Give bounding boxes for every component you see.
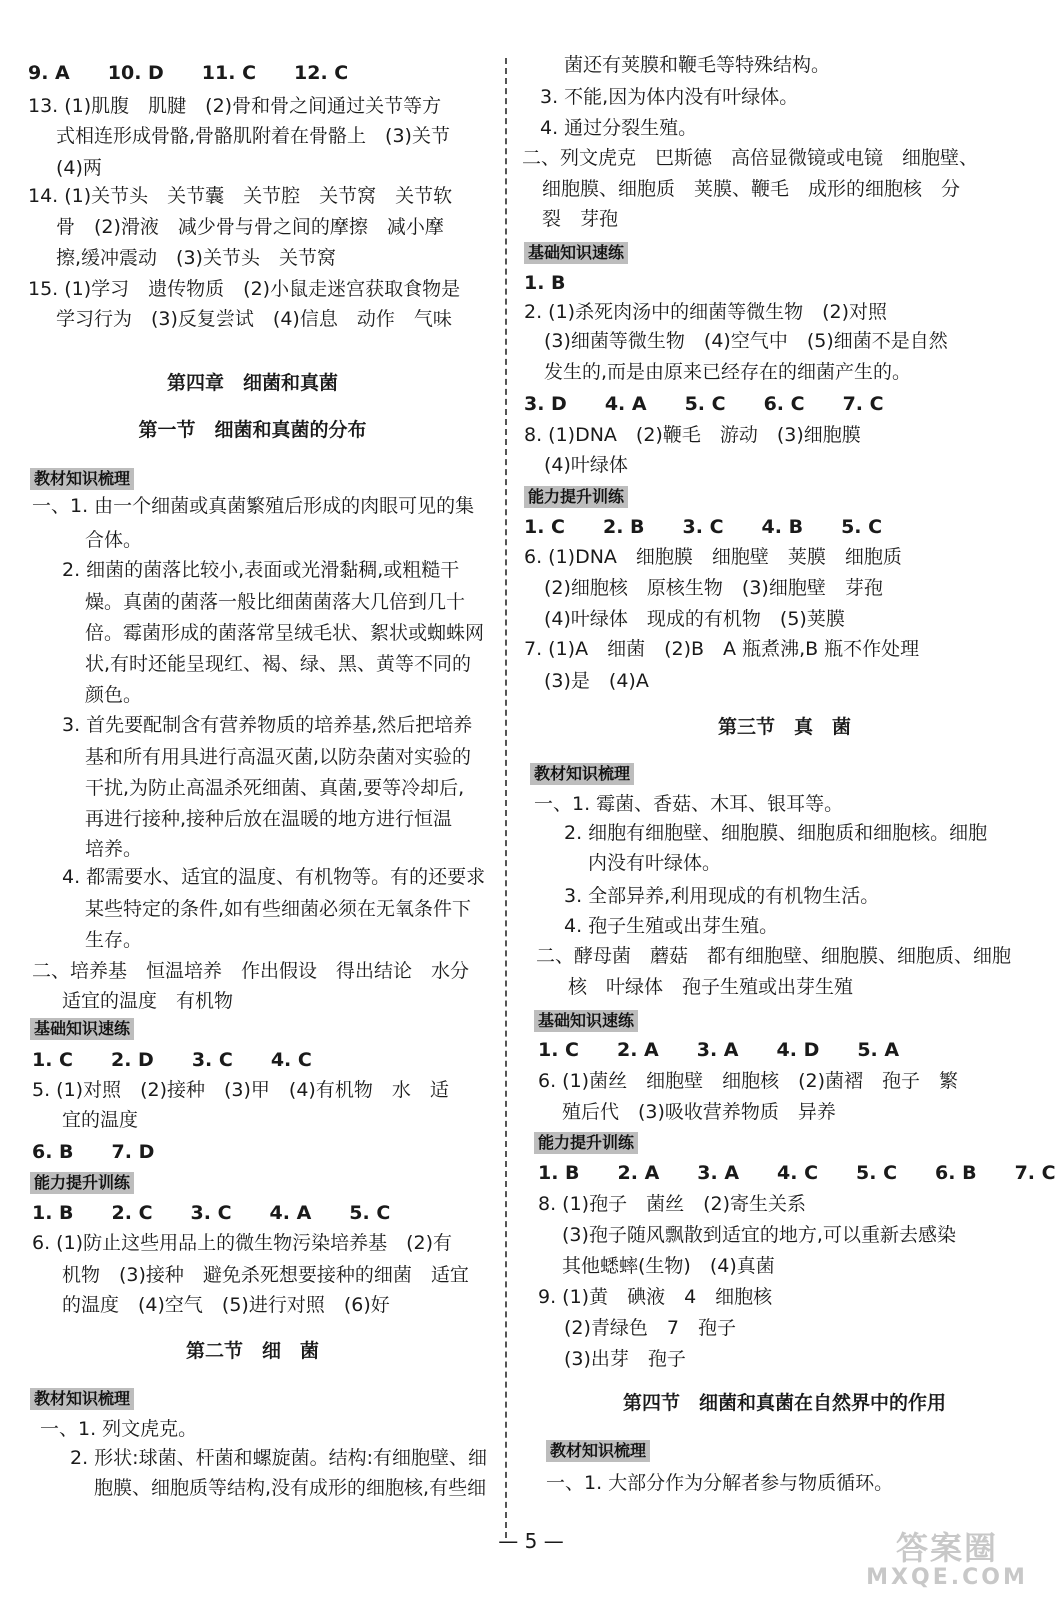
answer-line: 发生的,而是由原来已经存在的细菌产生的。 — [544, 361, 912, 383]
answer-line: 1. C 2. D 3. C 4. C — [32, 1049, 312, 1071]
answer-line: 3. 不能,因为体内没有叶绿体。 — [540, 86, 799, 108]
answer-line: 二、列文虎克 巴斯德 高倍显微镜或电镜 细胞壁、 — [522, 147, 979, 169]
answer-line: 机物 (3)接种 避免杀死想要接种的细菌 适宜 — [62, 1264, 469, 1286]
answer-line: (3)出芽 孢子 — [564, 1348, 686, 1370]
answer-line: 一、1. 由一个细菌或真菌繁殖后形成的肉眼可见的集 — [32, 495, 475, 517]
answer-line: 适宜的温度 有机物 — [62, 990, 234, 1012]
answer-line: (3)孢子随风飘散到适宜的地方,可以重新去感染 — [562, 1224, 956, 1246]
answer-line: 培养。 — [85, 838, 143, 860]
answer-line: (3)是 (4)A — [544, 670, 649, 692]
section-tag: 能力提升训练 — [30, 1172, 134, 1194]
answer-line: (3)细菌等微生物 (4)空气中 (5)细菌不是自然 — [544, 330, 948, 352]
answer-line: 再进行接种,接种后放在温暖的地方进行恒温 — [85, 808, 453, 830]
answer-line: 7. (1)A 细菌 (2)B A 瓶煮沸,B 瓶不作处理 — [524, 638, 920, 660]
answer-line: 擦,缓冲震动 (3)关节头 关节窝 — [56, 247, 336, 269]
answer-line: 6. (1)菌丝 细胞壁 细胞核 (2)菌褶 孢子 繁 — [538, 1070, 958, 1092]
answer-line: 其他蟋蟀(生物) (4)真菌 — [562, 1255, 775, 1277]
answer-line: 的温度 (4)空气 (5)进行对照 (6)好 — [62, 1294, 390, 1316]
answer-line: (2)青绿色 7 孢子 — [564, 1317, 737, 1339]
answer-line: 菌还有荚膜和鞭毛等特殊结构。 — [564, 54, 831, 76]
section-tag: 基础知识速练 — [30, 1018, 134, 1040]
answer-line: 9. A 10. D 11. C 12. C — [28, 62, 349, 84]
answer-line: 合体。 — [85, 529, 143, 551]
answer-line: (4)叶绿体 — [544, 454, 628, 476]
answer-line: 宜的温度 — [62, 1109, 139, 1131]
answer-line: 1. C 2. A 3. A 4. D 5. A — [538, 1039, 900, 1061]
answer-line: 6. (1)防止这些用品上的微生物污染培养基 (2)有 — [32, 1232, 452, 1254]
answer-line: 燥。真菌的菌落一般比细菌菌落大几倍到几十 — [85, 591, 466, 613]
answer-line: 9. (1)黄 碘液 4 细胞核 — [538, 1286, 773, 1308]
answer-line: 生存。 — [85, 929, 143, 951]
answer-line: 3. 首先要配制含有营养物质的培养基,然后把培养 — [62, 714, 473, 736]
answer-line: 4. 都需要水、适宜的温度、有机物等。有的还要求 — [62, 866, 486, 888]
section-tag: 基础知识速练 — [524, 242, 628, 264]
chapter-heading: 第四章 细菌和真菌 — [166, 372, 338, 394]
answer-line: 2. 细菌的菌落比较小,表面或光滑黏稠,或粗糙干 — [62, 559, 460, 581]
answer-line: 基和所有用具进行高温灭菌,以防杂菌对实验的 — [85, 746, 472, 768]
answer-line: 学习行为 (3)反复尝试 (4)信息 动作 气味 — [56, 308, 452, 330]
answer-line: 1. B 2. A 3. A 4. C 5. C 6. B 7. C — [538, 1162, 1056, 1184]
answer-line: 殖后代 (3)吸收营养物质 异养 — [562, 1101, 836, 1123]
answer-line: 式相连形成骨骼,骨骼肌附着在骨骼上 (3)关节 — [56, 125, 450, 147]
answer-line: 某些特定的条件,如有些细菌必须在无氧条件下 — [85, 898, 472, 920]
answer-line: 一、1. 大部分作为分解者参与物质循环。 — [546, 1472, 894, 1494]
answer-line: 状,有时还能呈现红、褐、绿、黑、黄等不同的 — [85, 653, 472, 675]
answer-line: 一、1. 霉菌、香菇、木耳、银耳等。 — [534, 793, 844, 815]
section-tag: 基础知识速练 — [534, 1010, 638, 1032]
answer-line: 二、酵母菌 蘑菇 都有细胞壁、细胞膜、细胞质、细胞 — [536, 945, 1012, 967]
answer-line: 二、培养基 恒温培养 作出假设 得出结论 水分 — [32, 960, 470, 982]
answer-line: 内没有叶绿体。 — [588, 852, 722, 874]
answer-line: 4. 孢子生殖或出芽生殖。 — [564, 915, 779, 937]
answer-line: 2. 形状:球菌、杆菌和螺旋菌。结构:有细胞壁、细 — [70, 1447, 487, 1469]
answer-line: 干扰,为防止高温杀死细菌、真菌,要等冷却后, — [85, 777, 465, 799]
answer-line: 4. 通过分裂生殖。 — [540, 117, 698, 139]
section-heading: 第四节 细菌和真菌在自然界中的作用 — [622, 1392, 946, 1414]
answer-line: 8. (1)孢子 菌丝 (2)寄生关系 — [538, 1193, 806, 1215]
answer-line: (2)细胞核 原核生物 (3)细胞壁 芽孢 — [544, 577, 883, 599]
section-tag: 教材知识梳理 — [530, 763, 634, 785]
section-heading: 第一节 细菌和真菌的分布 — [138, 419, 367, 441]
answer-line: 15. (1)学习 遗传物质 (2)小鼠走迷宫获取食物是 — [28, 278, 461, 300]
answer-line: 3. D 4. A 5. C 6. C 7. C — [524, 393, 884, 415]
answer-line: 1. B — [524, 272, 566, 294]
section-tag: 能力提升训练 — [534, 1132, 638, 1154]
section-tag: 教材知识梳理 — [546, 1440, 650, 1462]
watermark-text: 答案圈 — [895, 1529, 998, 1567]
section-tag: 教材知识梳理 — [30, 468, 134, 490]
answer-line: 1. B 2. C 3. C 4. A 5. C — [32, 1202, 391, 1224]
answer-line: 细胞膜、细胞质 荚膜、鞭毛 成形的细胞核 分 — [542, 178, 961, 200]
answer-line: 裂 芽孢 — [542, 208, 619, 230]
section-heading: 第三节 真 菌 — [717, 716, 851, 738]
answer-line: 倍。霉菌形成的菌落常呈绒毛状、絮状或蜘蛛网 — [85, 622, 485, 644]
answer-line: (4)叶绿体 现成的有机物 (5)荚膜 — [544, 608, 845, 630]
answer-line: 3. 全部异养,利用现成的有机物生活。 — [564, 885, 880, 907]
section-heading: 第二节 细 菌 — [185, 1340, 319, 1362]
answer-line: 8. (1)DNA (2)鞭毛 游动 (3)细胞膜 — [524, 424, 861, 446]
answer-line: 6. B 7. D — [32, 1141, 155, 1163]
section-tag: 教材知识梳理 — [30, 1388, 134, 1410]
answer-line: 2. 细胞有细胞壁、细胞膜、细胞质和细胞核。细胞 — [564, 822, 988, 844]
answer-line: 核 叶绿体 孢子生殖或出芽生殖 — [568, 976, 854, 998]
watermark-logo — [862, 1530, 1032, 1590]
section-tag: 能力提升训练 — [524, 486, 628, 508]
answer-line: 骨 (2)滑液 减少骨与骨之间的摩擦 减小摩 — [56, 216, 444, 238]
answer-line: 一、1. 列文虎克。 — [40, 1418, 198, 1440]
answer-line: 2. (1)杀死肉汤中的细菌等微生物 (2)对照 — [524, 301, 887, 323]
watermark-url: MXQE.COM — [866, 1565, 1028, 1590]
answer-line: 14. (1)关节头 关节囊 关节腔 关节窝 关节软 — [28, 185, 453, 207]
answer-line: 5. (1)对照 (2)接种 (3)甲 (4)有机物 水 适 — [32, 1079, 449, 1101]
answer-line: 1. C 2. B 3. C 4. B 5. C — [524, 516, 883, 538]
answer-line: 6. (1)DNA 细胞膜 细胞壁 荚膜 细胞质 — [524, 546, 902, 568]
answer-line: 胞膜、细胞质等结构,没有成形的细胞核,有些细 — [94, 1477, 487, 1499]
page-number: — 5 — — [498, 1529, 564, 1553]
answer-line: 颜色。 — [85, 684, 143, 706]
column-divider — [505, 58, 507, 1538]
answer-line: 13. (1)肌腹 肌腱 (2)骨和骨之间通过关节等方 — [28, 95, 442, 117]
answer-line: (4)两 — [56, 157, 102, 179]
